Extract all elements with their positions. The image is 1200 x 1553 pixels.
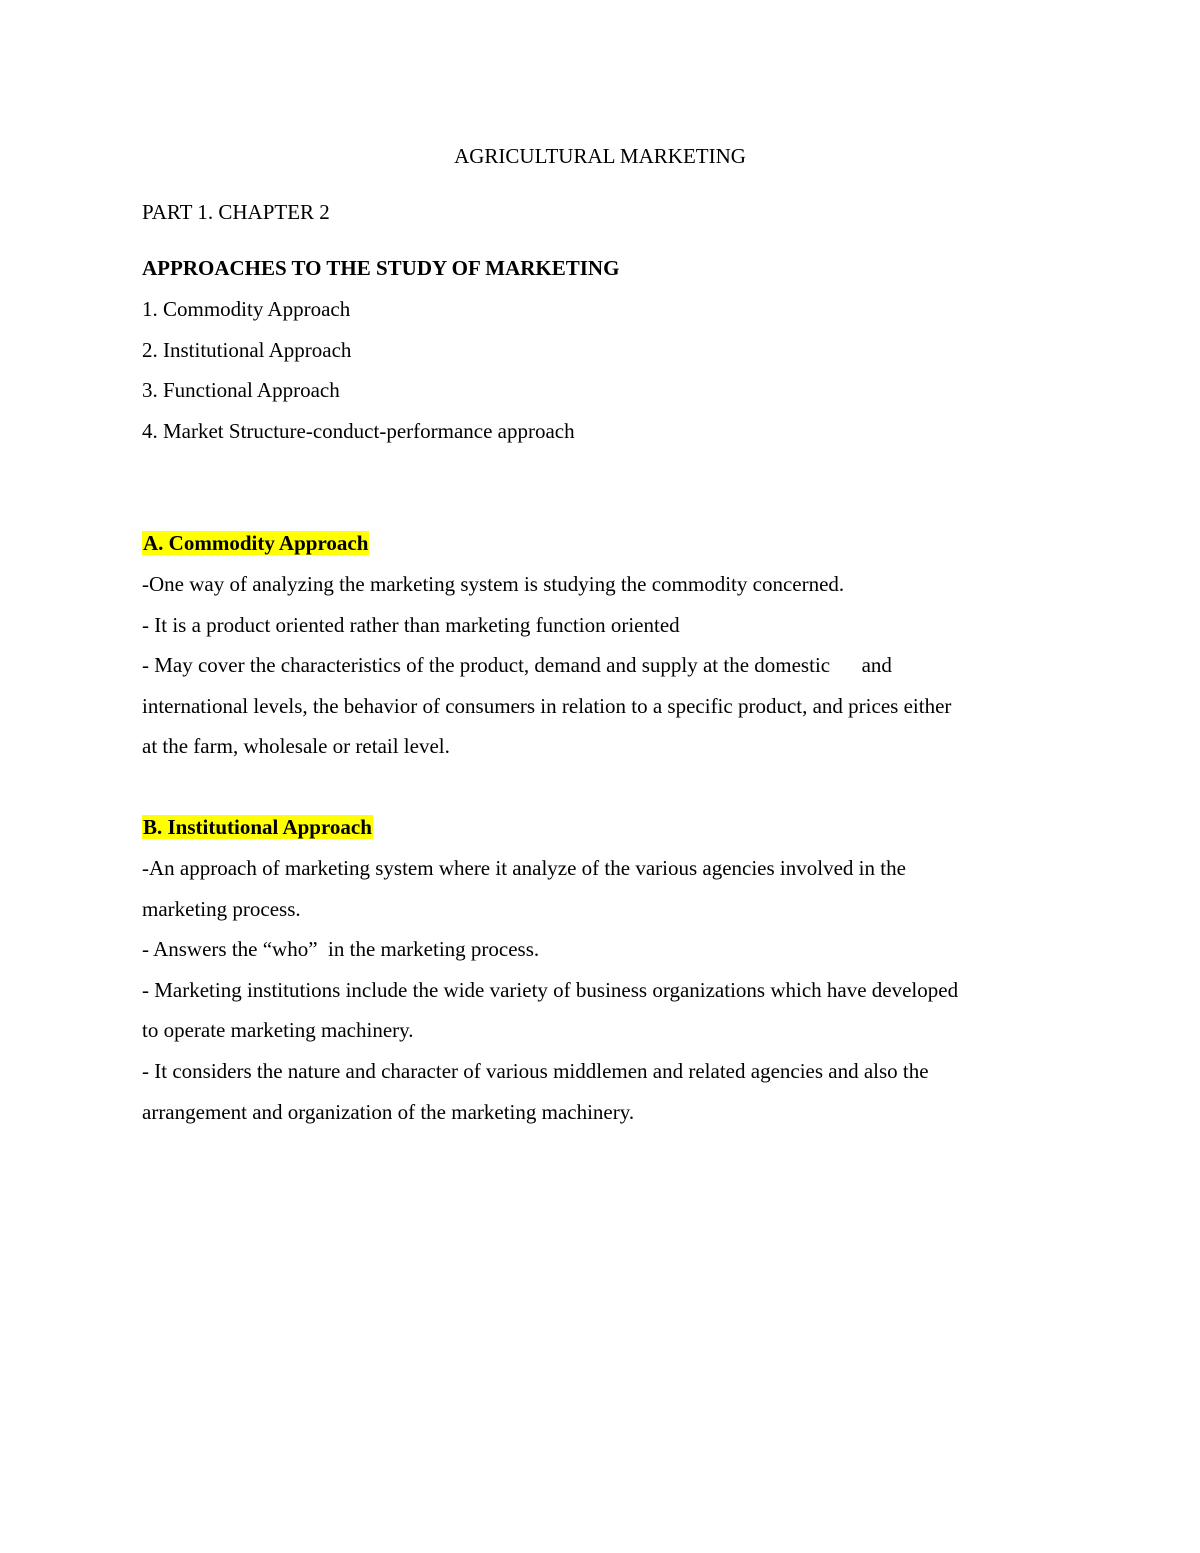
section-a-heading: A. Commodity Approach	[143, 531, 369, 555]
approaches-heading: APPROACHES TO THE STUDY OF MARKETING	[142, 256, 620, 280]
section-b-text-line: - It considers the nature and character of various middlemen and related agencies and also the	[142, 1059, 929, 1083]
section-a-text-line: -One way of analyzing the marketing system is studying the commodity concerned.	[142, 572, 845, 596]
approach-list-item: 2. Institutional Approach	[142, 338, 352, 362]
section-b-text-line: to operate marketing machinery.	[142, 1018, 414, 1042]
section-a-heading-line	[142, 530, 369, 556]
part-chapter-label: PART 1. CHAPTER 2	[142, 200, 330, 224]
section-b-heading-line	[142, 814, 373, 840]
section-b-text-line: -An approach of marketing system where it analyze of the various agencies involved in the	[142, 856, 906, 880]
approach-list-item: 4. Market Structure-conduct-performance approach	[142, 419, 575, 443]
section-b-heading: B. Institutional Approach	[143, 815, 372, 839]
section-a-text-line: international levels, the behavior of consumers in relation to a specific product, and prices either	[142, 694, 952, 718]
section-b-text-line: arrangement and organization of the marketing machinery.	[142, 1100, 635, 1124]
section-b-text-line: marketing process.	[142, 897, 301, 921]
approach-list-item: 3. Functional Approach	[142, 378, 340, 402]
section-a-text-line: at the farm, wholesale or retail level.	[142, 734, 450, 758]
section-a-text-line: - May cover the characteristics of the product, demand and supply at the domestic and	[142, 653, 892, 677]
section-b-text-line: - Marketing institutions include the wide variety of business organizations which have developed	[142, 978, 959, 1002]
approach-list-item: 1. Commodity Approach	[142, 297, 351, 321]
section-a-text-line: - It is a product oriented rather than marketing function oriented	[142, 613, 680, 637]
section-b-text-line: - Answers the “who” in the marketing process.	[142, 937, 540, 961]
document-title: AGRICULTURAL MARKETING	[454, 144, 746, 168]
